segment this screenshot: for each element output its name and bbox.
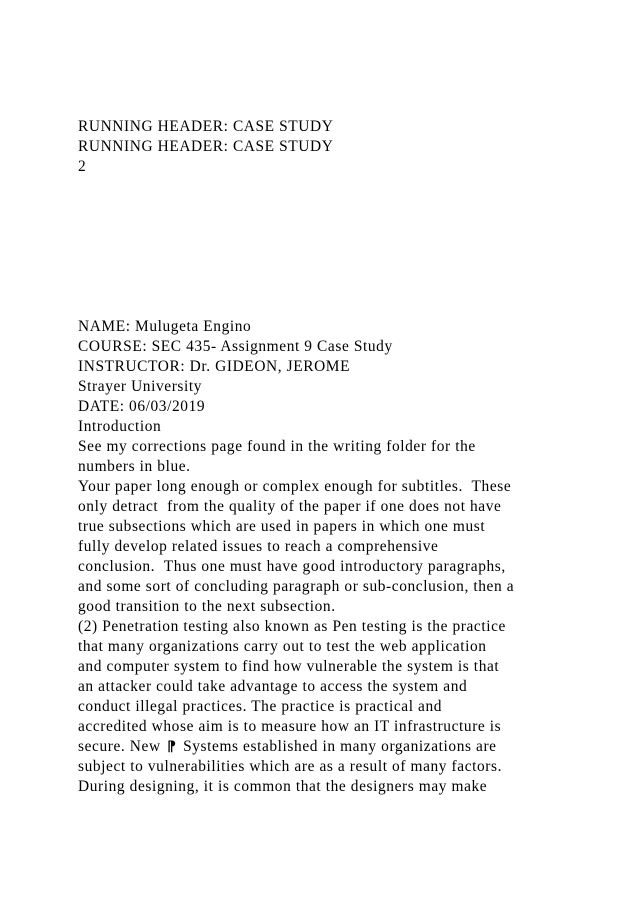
blank-space [78, 177, 608, 317]
body-line: only detract from the quality of the paper if one does not have [78, 498, 502, 515]
body-line: good transition to the next subsection. [78, 598, 336, 615]
pilcrow-reversed-icon: ⁋ [167, 739, 177, 755]
body-line: fully develop related issues to reach a comprehensive [78, 538, 439, 555]
body-line: (2) Penetration testing also known as Pen testing is the practice [78, 618, 506, 635]
body-line: numbers in blue. [78, 458, 191, 475]
body-line: conduct illegal practices. The practice is practical and [78, 698, 443, 715]
document-text [78, 117, 608, 797]
body-line: During designing, it is common that the designers may make [78, 778, 488, 795]
course-name: COURSE: SEC 435- Assignment 9 Case Study [78, 338, 393, 355]
running-header-line-2: RUNNING HEADER: CASE STUDY [78, 138, 334, 155]
mark-line-after: Systems established in many organizations are [183, 738, 497, 755]
body-line: and some sort of concluding paragraph or sub-conclusion, then a [78, 578, 515, 595]
student-name: NAME: Mulugeta Engino [78, 318, 252, 335]
body-line-with-mark [78, 737, 608, 757]
body-line: subject to vulnerabilities which are as a result of many factors. [78, 758, 503, 775]
mark-line-before: secure. New [78, 738, 161, 755]
running-header-line-1: RUNNING HEADER: CASE STUDY [78, 118, 334, 135]
university-name: Strayer University [78, 378, 203, 395]
submission-date: DATE: 06/03/2019 [78, 398, 206, 415]
page-number: 2 [78, 158, 87, 175]
body-line: an attacker could take advantage to access the system and [78, 678, 468, 695]
body-line: conclusion. Thus one must have good introductory paragraphs, [78, 558, 506, 575]
body-line: that many organizations carry out to test the web application [78, 638, 487, 655]
body-line: See my corrections page found in the writing folder for the [78, 438, 476, 455]
body-line: Your paper long enough or complex enough for subtitles. These [78, 478, 512, 495]
body-line: and computer system to find how vulnerable the system is that [78, 658, 500, 675]
section-heading-introduction: Introduction [78, 418, 162, 435]
instructor-name: INSTRUCTOR: Dr. GIDEON, JEROME [78, 358, 351, 375]
body-line: accredited whose aim is to measure how an IT infrastructure is [78, 718, 502, 735]
body-line: true subsections which are used in papers in which one must [78, 518, 486, 535]
